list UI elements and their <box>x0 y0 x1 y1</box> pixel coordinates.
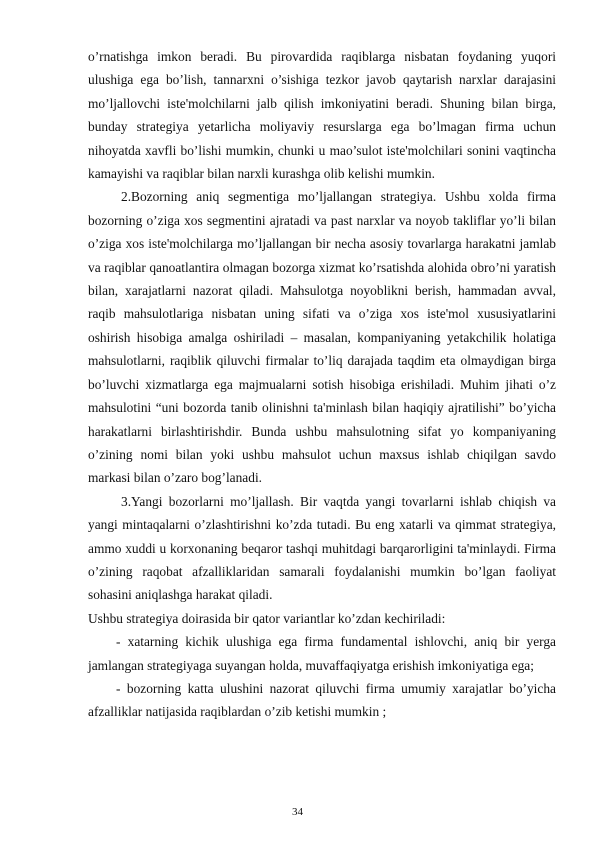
list-item-variant-2: - bozorning katta ulushini nazorat qiluvchi firma umumiy xarajatlar bo’yicha afzalliklar natijasida raqiblardan o’zib ketishi mumkin ; <box>88 680 556 720</box>
paragraph-strategy-3: 3.Yangi bozorlarni mo’ljallash. Bir vaqtda yangi tovarlarni ishlab chiqish va yangi mintaqalarni o’zlashtirishni ko’zda tutadi. Bu eng xatarli va qimmat strategiya, ammo xuddi u korxonaning beqaror tashqi muhitdagi barqarorligini ta'minlaydi. Firma o’zining raqobat afzalliklaridan samarali foydalanishi mumkin bo’lgan faoliyat sohasini aniqlashga harakat qiladi. <box>88 493 556 603</box>
page-number: 34 <box>292 806 303 818</box>
list-item-variant-1: - xatarning kichik ulushiga ega firma fundamental ishlovchi, aniq bir yerga jamlangan strategiyaga suyangan holda, muvaffaqiyatga erishish imkoniyatiga ega; <box>88 634 556 673</box>
paragraph-continuation: o’rnatishga imkon beradi. Bu pirovardida raqiblarga nisbatan foydaning yuqori ulushiga ega bo’lish, tannarxni o’sishiga tezkor javob qaytarish narxlar darajasini mo’ljallovchi iste'molchilarni jalb qilish imkoniyatini beradi. Shuning bilan birga, bunday strategiya yetarlicha moliyaviy resurslarga ega bo’lmagan firma uchun nihoyatda xavfli bo’lishi mumkin, chunki u mao’sulot iste'molchilari sonini vaqtincha kamayishi va raqiblar bilan narxli kurashga olib kelishi mumkin. <box>88 49 556 182</box>
paragraph-strategy-2: 2.Bozorning aniq segmentiga mo’ljallangan strategiya. Ushbu xolda firma bozorning o’ziga xos segmentini ajratadi va past narxlar va noyob takliflar yo’li bilan o’ziga xos iste'molchilarga mo’ljallangan bir necha asosiy tovarlarga harakatni jamlab va raqiblar qanoatlantira olmagan bozorga xizmat ko’rsatishda alohida obro’ni yaratish bilan, xarajatlarni nazorat qiladi. Mahsulotga noyoblikni berish, hammadan avval, raqib mahsulotlariga nisbatan uning sifati va o’ziga xos iste'mol xususiyatlarini oshirish hisobiga amalga oshiriladi – masalan, kompaniyaning yetakchilik holatiga mahsulotlarni, raqiblik qiluvchi firmalar to’liq darajada taqdim eta olmaydigan birga bo’luvchi xizmatlarga ega majmualarni sotish hisobiga erishiladi. Muhim jihati o’z mahsulotini “uni bozorda tanib olinishni ta'minlash bilan haqiqiy ajratilishi” bo’yicha harakatlarni birlashtirishdir. Bunda ushbu mahsulotning sifat yo kompaniyaning o’zining nomi bilan yoki ushbu mahsulot uchun maxsus ishlab chiqilgan savdo markasi bilan o’zaro bog’lanadi. <box>88 189 556 486</box>
paragraph-variants-intro: Ushbu strategiya doirasida bir qator variantlar ko’zdan kechiriladi: <box>88 610 446 626</box>
document-body <box>88 45 556 724</box>
